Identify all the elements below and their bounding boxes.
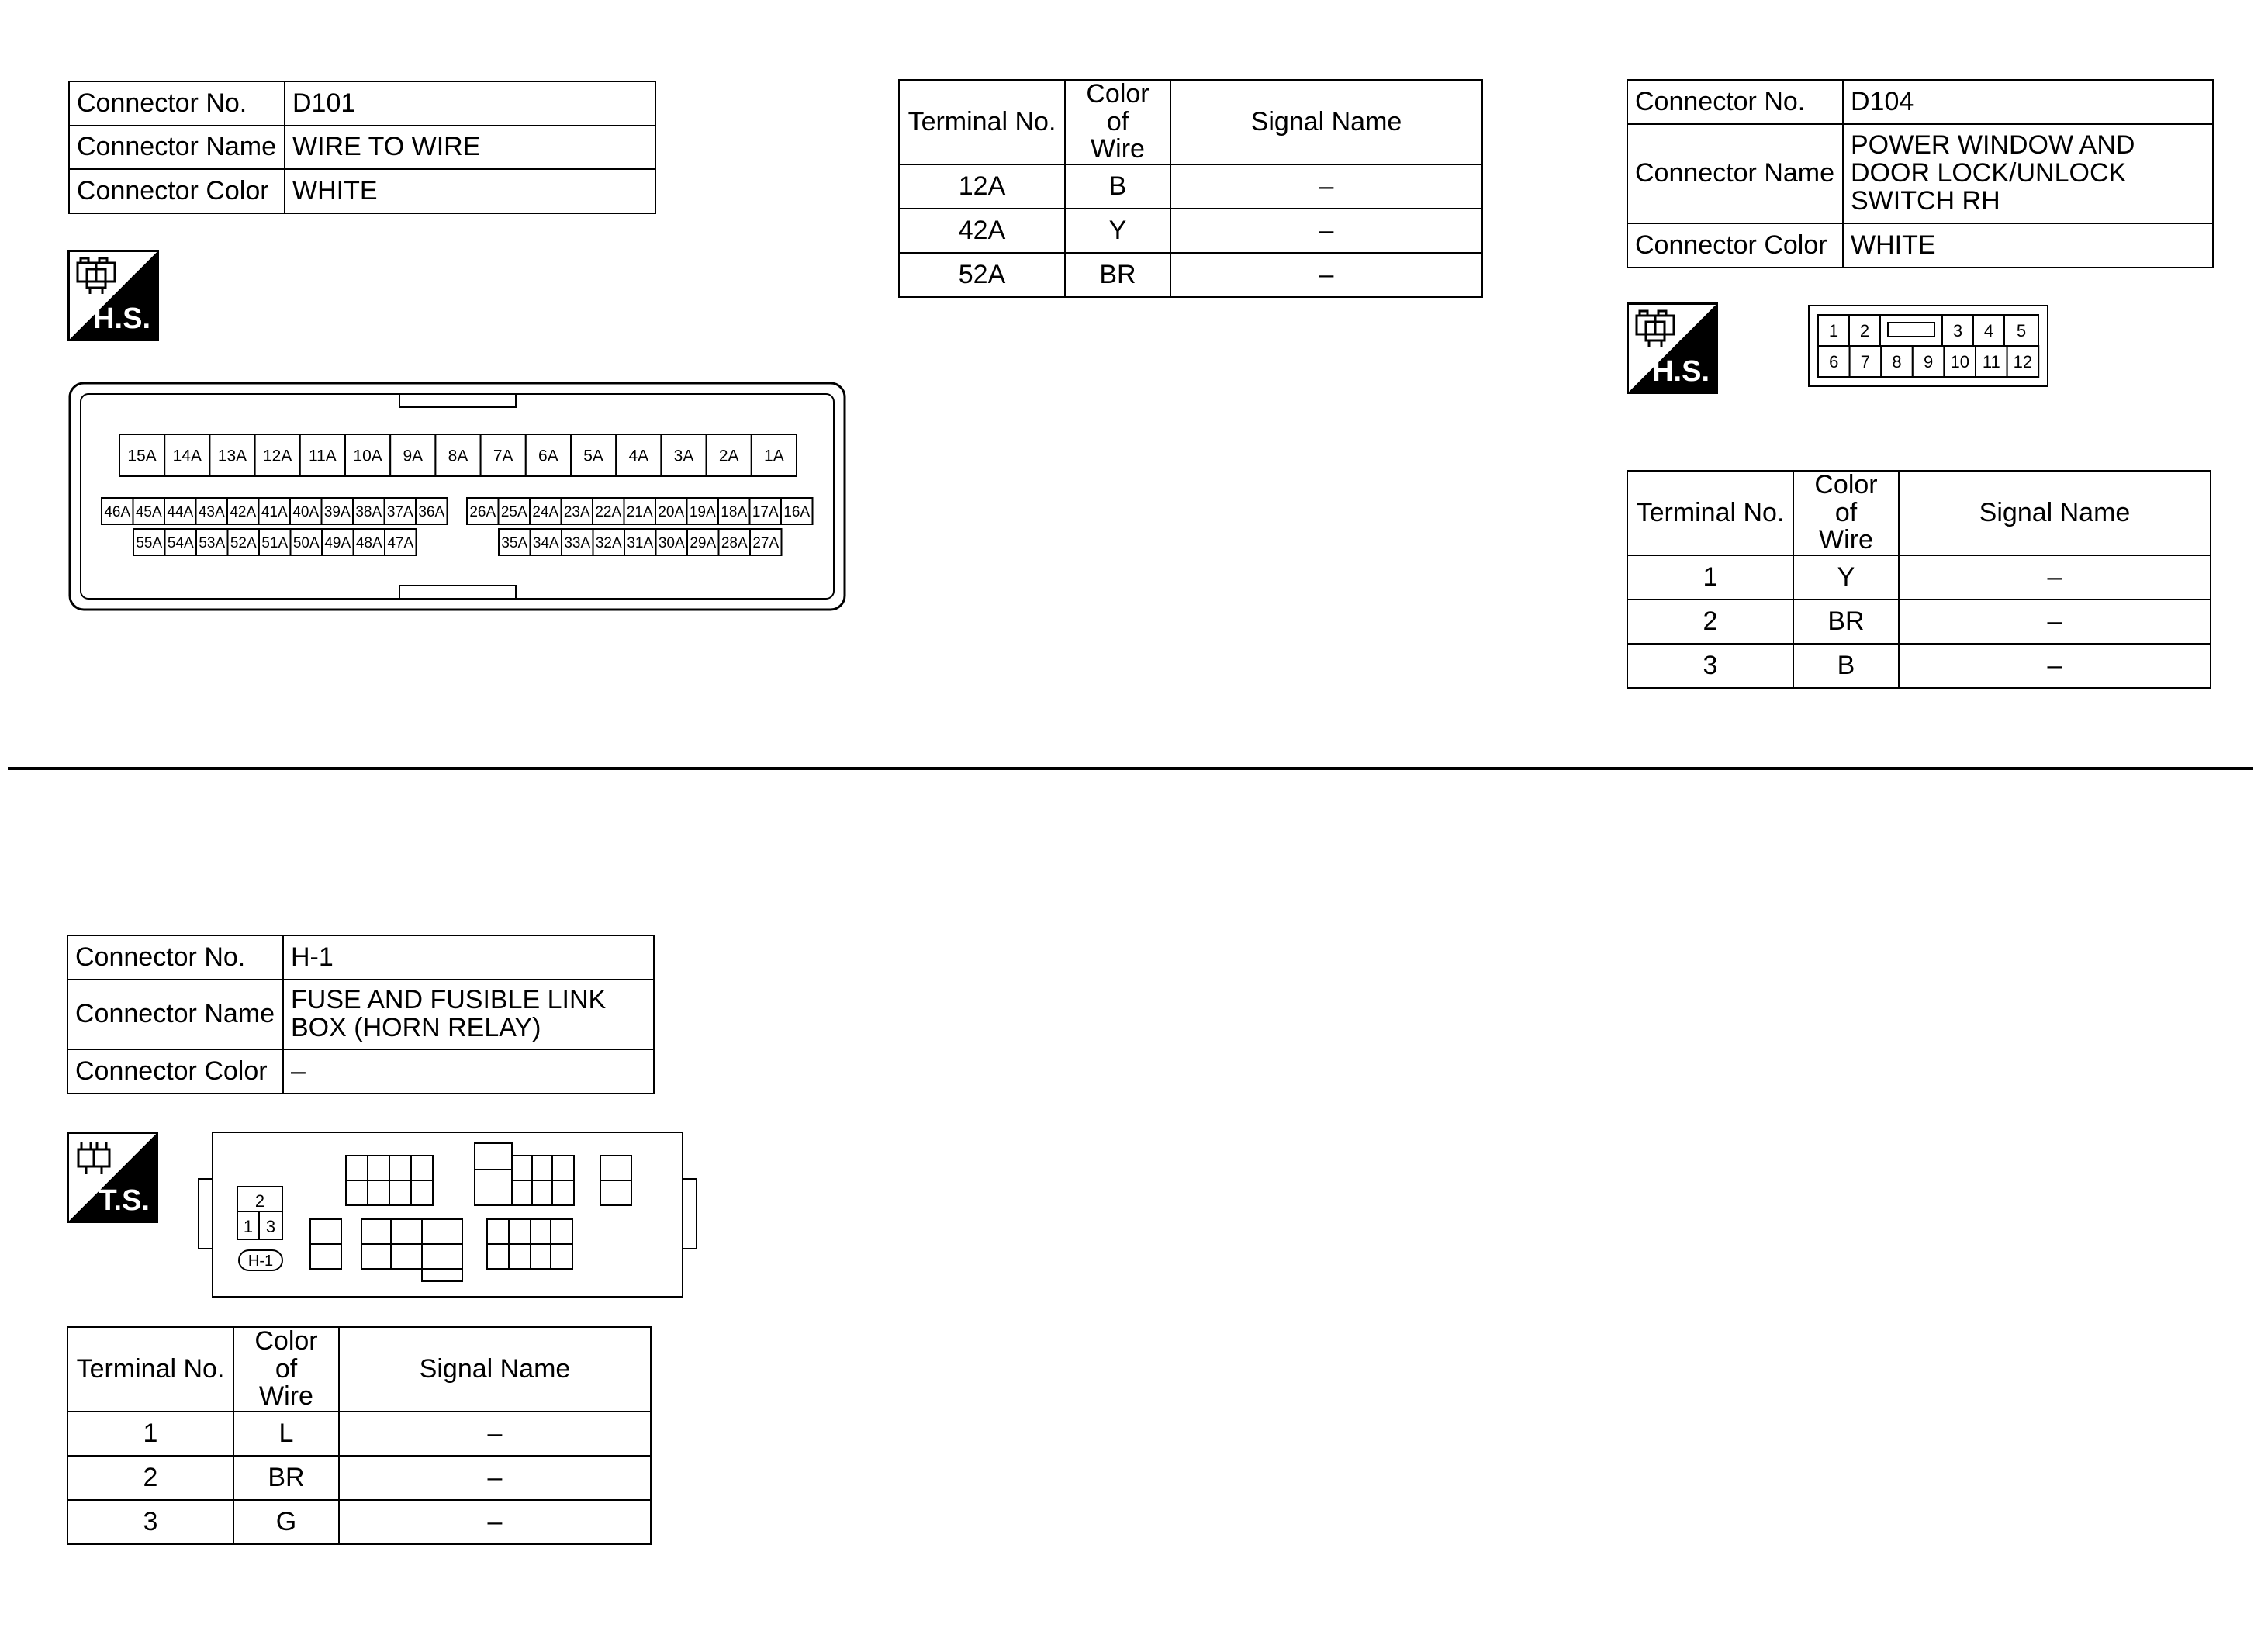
wire-color-header: Color of Wire (1793, 471, 1899, 555)
pin-label: 54A (167, 534, 194, 551)
signal-name: – (1899, 644, 2211, 688)
wire-color: BR (233, 1456, 339, 1500)
table-row (1627, 555, 2211, 600)
pin-label: 28A (721, 534, 748, 551)
connector-name-value: POWER WINDOW AND DOOR LOCK/UNLOCK SWITCH RH (1843, 124, 2213, 223)
wire-color: B (1065, 164, 1170, 209)
pin-label: 30A (658, 534, 685, 551)
connector-no-value: H-1 (283, 935, 654, 980)
wire-color: Y (1793, 555, 1899, 600)
table-row (67, 1456, 651, 1500)
connector-color-value: WHITE (1843, 223, 2213, 268)
pin-label: 12A (263, 447, 292, 465)
pin-label: 21A (626, 503, 653, 520)
terminal-no-header: Terminal No. (67, 1327, 233, 1412)
pin-label: 5 (2016, 321, 2027, 340)
pin-label: 44A (167, 503, 194, 520)
terminal-no: 42A (899, 209, 1065, 253)
key-slot (1880, 315, 1942, 346)
connector-color-label: Connector Color (69, 169, 285, 213)
pin-label: 45A (135, 503, 162, 520)
pin-label: 20A (658, 503, 685, 520)
pin-label: 2 (1859, 321, 1870, 340)
connector-name-value: FUSE AND FUSIBLE LINK BOX (HORN RELAY) (283, 980, 654, 1049)
pin-label: 40A (292, 503, 320, 520)
pin-label: 43A (198, 503, 225, 520)
connector-color-label: Connector Color (67, 1049, 283, 1094)
pin-label: 27A (752, 534, 780, 551)
terminal-side-icon (67, 1132, 158, 1223)
terminal-no: 3 (67, 1500, 233, 1544)
signal-name-header: Signal Name (339, 1327, 651, 1412)
d104-info-table (1627, 79, 2214, 268)
wire-color: BR (1065, 253, 1170, 297)
pin-label: 7 (1860, 351, 1871, 372)
pin-label: 38A (355, 503, 382, 520)
wire-color: BR (1793, 600, 1899, 644)
table-row (899, 253, 1482, 297)
pin-label: 11 (1982, 351, 2000, 372)
terminal-no-header: Terminal No. (899, 80, 1065, 164)
pin-label: 7A (493, 447, 513, 465)
terminal-no: 2 (1627, 600, 1793, 644)
signal-name: – (1899, 555, 2211, 600)
pin-label: 31A (627, 534, 654, 551)
pin-label: 10A (353, 447, 382, 465)
table-row (899, 164, 1482, 209)
terminal-no: 1 (67, 1412, 233, 1456)
pin-label: 12 (2013, 351, 2033, 372)
wire-color-header: Color of Wire (233, 1327, 339, 1412)
connector-color-value: WHITE (285, 169, 655, 213)
relay-pin-label: 2 (254, 1191, 265, 1211)
badge-label: T.S. (99, 1184, 150, 1217)
signal-name: – (339, 1456, 651, 1500)
wire-color: B (1793, 644, 1899, 688)
pin-label: 5A (583, 447, 603, 465)
relay-tag: H-1 (247, 1253, 274, 1270)
d101-terminal-table (898, 79, 1483, 298)
pin-label: 23A (563, 503, 590, 520)
pin-label: 1A (764, 447, 784, 465)
pin-label: 52A (230, 534, 257, 551)
connector-symbol-icon (74, 257, 123, 297)
pin-label: 37A (386, 503, 413, 520)
d101-connector-face (68, 382, 848, 613)
signal-name: – (1170, 209, 1482, 253)
pin-label: 55A (136, 534, 163, 551)
terminal-no: 2 (67, 1456, 233, 1500)
terminal-no: 52A (899, 253, 1065, 297)
signal-name: – (339, 1500, 651, 1544)
pin-label: 46A (104, 503, 131, 520)
d104-terminal-table (1627, 470, 2211, 689)
pin-label: 14A (172, 447, 202, 465)
signal-name: – (1170, 253, 1482, 297)
connector-color-value: – (283, 1049, 654, 1094)
connector-symbol-icon (1634, 309, 1682, 350)
harness-side-icon (1627, 302, 1718, 394)
d101-pin-grid (102, 434, 813, 555)
pin-label: 10 (1950, 351, 1969, 372)
d104-pin-grid (1818, 315, 2038, 377)
terminal-symbol-icon (74, 1139, 122, 1179)
pin-label: 29A (690, 534, 717, 551)
pin-label: 41A (261, 503, 288, 520)
badge-label: H.S. (93, 302, 150, 335)
pin-label: 53A (199, 534, 226, 551)
pin-label: 4A (628, 447, 649, 465)
connector-name-value: WIRE TO WIRE (285, 126, 655, 169)
pin-label: 39A (323, 503, 351, 520)
pin-label: 9 (1923, 351, 1934, 372)
connector-no-label: Connector No. (67, 935, 283, 980)
wire-color: L (233, 1412, 339, 1456)
signal-name: – (1170, 164, 1482, 209)
pin-label: 17A (752, 503, 779, 520)
pin-label: 6A (538, 447, 558, 465)
badge-label: H.S. (1652, 355, 1710, 388)
connector-no-label: Connector No. (1627, 80, 1843, 124)
pin-label: 19A (689, 503, 716, 520)
pin-label: 35A (501, 534, 528, 551)
pin-label: 34A (532, 534, 559, 551)
key-notch (1888, 323, 1934, 337)
terminal-no: 1 (1627, 555, 1793, 600)
pin-label: 26A (469, 503, 496, 520)
h1-info-table (67, 935, 655, 1094)
h1-connector-face (197, 1131, 701, 1300)
wire-color: G (233, 1500, 339, 1544)
section-divider (8, 767, 2253, 770)
relay-pin-label: 3 (265, 1217, 276, 1236)
pin-label: 4 (1983, 321, 1994, 340)
pin-label: 8 (1892, 351, 1902, 372)
pin-label: 32A (595, 534, 622, 551)
pin-label: 8A (448, 447, 468, 465)
table-row (67, 1412, 651, 1456)
harness-side-icon (67, 250, 159, 341)
pin-label: 2A (718, 447, 739, 465)
d101-info-table (68, 81, 656, 214)
pin-label: 33A (564, 534, 591, 551)
pin-label: 22A (595, 503, 622, 520)
pin-label: 47A (387, 534, 414, 551)
pin-label: 1 (1828, 321, 1839, 340)
table-row (899, 209, 1482, 253)
pin-label: 24A (532, 503, 559, 520)
connector-no-value: D104 (1843, 80, 2213, 124)
pin-label: 50A (292, 534, 320, 551)
d104-connector-face (1807, 304, 2051, 389)
pin-label: 3A (673, 447, 694, 465)
pin-label: 42A (230, 503, 257, 520)
connector-name-label: Connector Name (67, 980, 283, 1049)
pin-label: 3 (1952, 321, 1963, 340)
pin-label: 25A (500, 503, 527, 520)
signal-name: – (339, 1412, 651, 1456)
pin-label: 15A (127, 447, 157, 465)
signal-name: – (1899, 600, 2211, 644)
wire-color: Y (1065, 209, 1170, 253)
pin-label: 18A (721, 503, 748, 520)
terminal-no-header: Terminal No. (1627, 471, 1793, 555)
table-row (1627, 600, 2211, 644)
signal-name-header: Signal Name (1899, 471, 2211, 555)
pin-label: 11A (308, 447, 337, 465)
pin-label: 48A (355, 534, 382, 551)
connector-no-value: D101 (285, 81, 655, 126)
pin-label: 6 (1829, 351, 1839, 372)
pin-label: 13A (217, 447, 247, 465)
wire-color-header: Color of Wire (1065, 80, 1170, 164)
terminal-no: 3 (1627, 644, 1793, 688)
h1-terminal-table (67, 1326, 652, 1545)
connector-no-label: Connector No. (69, 81, 285, 126)
pin-label: 16A (783, 503, 811, 520)
pin-label: 51A (261, 534, 289, 551)
terminal-no: 12A (899, 164, 1065, 209)
pin-label: 49A (324, 534, 351, 551)
pin-label: 36A (418, 503, 445, 520)
pin-label: 9A (403, 447, 424, 465)
signal-name-header: Signal Name (1170, 80, 1482, 164)
connector-color-label: Connector Color (1627, 223, 1843, 268)
connector-name-label: Connector Name (1627, 124, 1843, 223)
table-row (1627, 644, 2211, 688)
relay-pin-label: 1 (243, 1217, 254, 1236)
connector-name-label: Connector Name (69, 126, 285, 169)
table-row (67, 1500, 651, 1544)
